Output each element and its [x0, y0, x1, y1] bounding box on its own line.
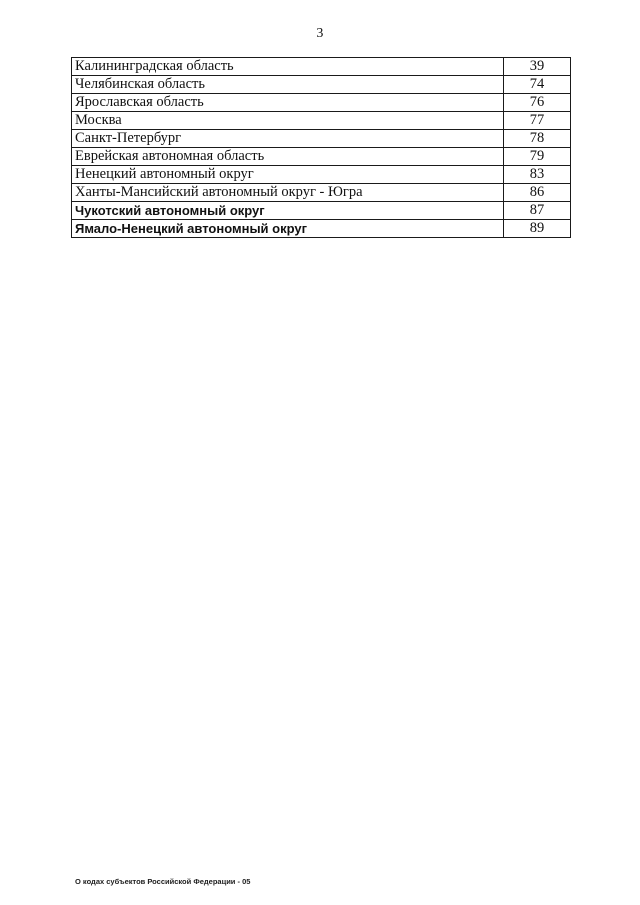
region-code: 79	[504, 148, 571, 166]
region-code: 76	[504, 94, 571, 112]
table-row	[72, 148, 571, 166]
region-name: Ямало-Ненецкий автономный округ	[72, 220, 504, 238]
region-code: 74	[504, 76, 571, 94]
region-name: Ненецкий автономный округ	[72, 166, 504, 184]
table-row	[72, 184, 571, 202]
table-row	[72, 112, 571, 130]
region-name: Калининградская область	[72, 58, 504, 76]
region-code: 87	[504, 202, 571, 220]
table-row	[72, 130, 571, 148]
page-number: 3	[316, 26, 324, 41]
table-row	[72, 220, 571, 238]
region-code: 83	[504, 166, 571, 184]
region-name: Чукотский автономный округ	[72, 202, 504, 220]
region-name: Еврейская автономная область	[72, 148, 504, 166]
region-name: Ханты-Мансийский автономный округ - Югра	[72, 184, 504, 202]
region-code: 39	[504, 58, 571, 76]
table-row	[72, 94, 571, 112]
region-code: 78	[504, 130, 571, 148]
table-row	[72, 166, 571, 184]
region-name: Ярославская область	[72, 94, 504, 112]
table-row	[72, 202, 571, 220]
regions-codes-table	[71, 57, 571, 238]
document-footer: О кодах субъектов Российской Федерации - 05	[75, 877, 251, 886]
region-code: 86	[504, 184, 571, 202]
region-code: 77	[504, 112, 571, 130]
region-code: 89	[504, 220, 571, 238]
region-name: Санкт-Петербург	[72, 130, 504, 148]
region-name: Москва	[72, 112, 504, 130]
table-row	[72, 76, 571, 94]
region-name: Челябинская область	[72, 76, 504, 94]
table-row	[72, 58, 571, 76]
